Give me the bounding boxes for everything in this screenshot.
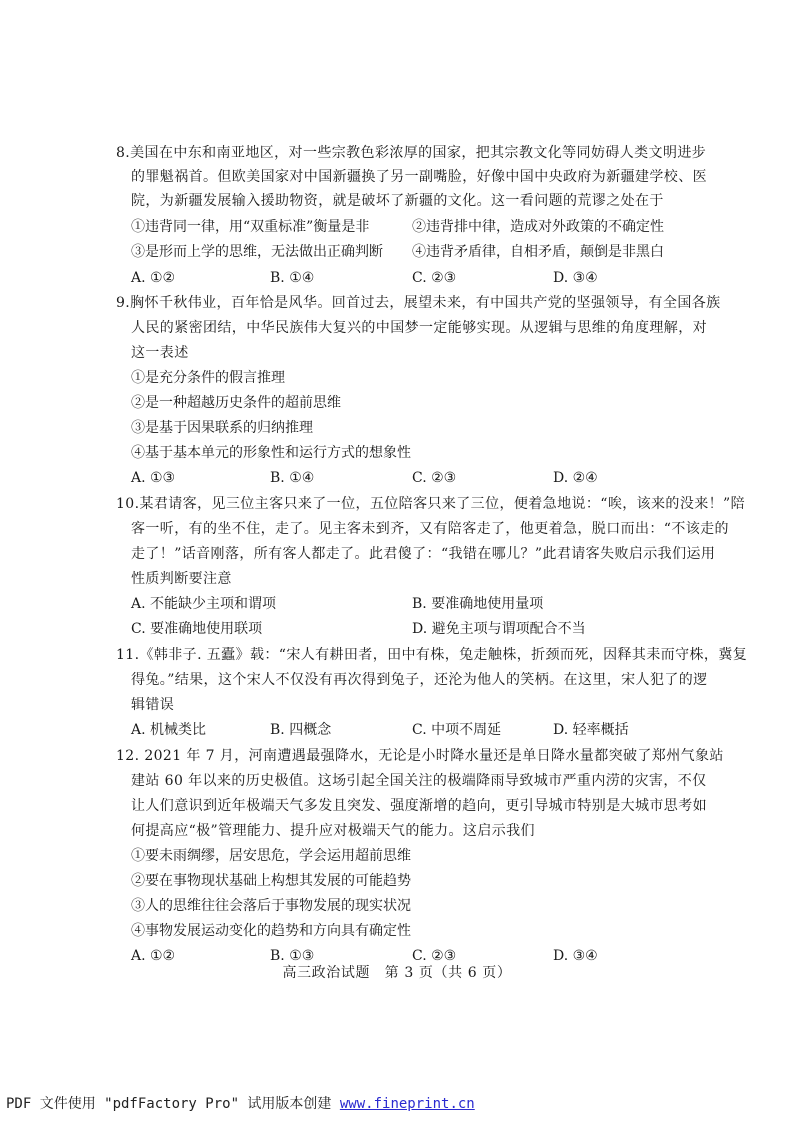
question-10-line-1: 10.某君请客，见三位主客只来了一位，五位陪客只来了三位，便着急地说：“唉，该来的没来！”陪 — [116, 496, 745, 512]
question-11-choice-c: C. 中项不周延 — [412, 722, 502, 738]
question-10-line-3: 走了！”话音刚落，所有客人都走了。此君傻了：“我错在哪儿？”此君请客失败启示我们运用 — [131, 546, 716, 562]
question-11-line-3: 辑错误 — [131, 697, 175, 713]
question-10-choice-b: B. 要准确地使用量项 — [412, 596, 544, 612]
question-11-choice-d: D. 轻率概括 — [553, 722, 629, 738]
question-12-line-3: 让人们意识到近年极端天气多发且突发、强度渐增的趋向，更引导城市特别是大城市思考如 — [131, 798, 707, 814]
question-11-line-2: 得兔。”结果，这个宋人不仅没有再次得到兔子，还沦为他人的笑柄。在这里，宋人犯了的逻 — [131, 672, 708, 688]
question-11-line-1: 11.《韩非子. 五蠹》载：“宋人有耕田者，田中有株，兔走触株，折颈而死，因释其耒而守株，冀复 — [116, 647, 748, 663]
question-12-choice-a: A. ①② — [131, 948, 176, 964]
question-12-item-1: ①要未雨绸缪，居安思危，学会运用超前思维 — [131, 848, 411, 864]
question-10-choice-a: A. 不能缺少主项和谓项 — [131, 596, 277, 612]
question-12-item-4: ④事物发展运动变化的趋势和方向具有确定性 — [131, 923, 411, 939]
question-12-choice-b: B. ①③ — [270, 948, 315, 964]
question-9-line-1: 9.胸怀千秋伟业，百年恰是风华。回首过去，展望未来，有中国共产党的坚强领导，有全国各族 — [116, 295, 721, 311]
pdf-note-text: PDF 文件使用 "pdfFactory Pro" 试用版本创建 — [6, 1096, 340, 1112]
question-9-line-2: 人民的紧密团结，中华民族伟大复兴的中国梦一定能够实现。从逻辑与思维的角度理解，对 — [131, 320, 707, 336]
question-9-choice-a: A. ①③ — [131, 470, 176, 486]
question-9-choice-b: B. ①④ — [270, 470, 315, 486]
question-8-item-3: ③是形而上学的思维，无法做出正确判断 — [131, 244, 383, 260]
question-9-item-2: ②是一种超越历史条件的超前思维 — [131, 395, 341, 411]
question-9-item-3: ③是基于因果联系的归纳推理 — [131, 420, 313, 436]
question-8-item-1: ①违背同一律，用“双重标准”衡量是非 — [131, 219, 370, 235]
question-9-item-1: ①是充分条件的假言推理 — [131, 370, 285, 386]
question-10-line-4: 性质判断要注意 — [131, 571, 232, 587]
page-footer: 高三政治试题 第 3 页（共 6 页） — [282, 965, 512, 981]
question-9-line-3: 这一表述 — [131, 345, 189, 361]
question-8-line-2: 的罪魁祸首。但欧美国家对中国新疆换了另一副嘴脸，好像中国中央政府为新疆建学校、医 — [131, 169, 707, 185]
question-12-choice-d: D. ③④ — [553, 948, 598, 964]
question-9-choice-c: C. ②③ — [412, 470, 457, 486]
question-8-choice-a: A. ①② — [131, 270, 176, 286]
question-12-line-4: 何提高应“极”管理能力、提升应对极端天气的能力。这启示我们 — [131, 823, 535, 839]
question-12-choice-c: C. ②③ — [412, 948, 457, 964]
question-8-choice-c: C. ②③ — [412, 270, 457, 286]
question-9-item-4: ④基于基本单元的形象性和运行方式的想象性 — [131, 445, 411, 461]
question-10-choice-c: C. 要准确地使用联项 — [131, 621, 263, 637]
question-12-item-2: ②要在事物现状基础上构想其发展的可能趋势 — [131, 873, 411, 889]
question-8-item-4: ④违背矛盾律，自相矛盾，颠倒是非黑白 — [412, 244, 664, 260]
question-10-choice-d: D. 避免主项与谓项配合不当 — [412, 621, 586, 637]
question-12-line-2: 建站 60 年以来的历史极值。这场引起全国关注的极端降雨导致城市严重内涝的灾害，不仅 — [131, 773, 707, 789]
question-8-choice-b: B. ①④ — [270, 270, 315, 286]
question-9-choice-d: D. ②④ — [553, 470, 598, 486]
pdf-creator-note — [6, 1094, 475, 1114]
fineprint-link[interactable]: www.fineprint.cn — [339, 1096, 475, 1112]
question-12-line-1: 12. 2021 年 7 月，河南遭遇最强降水，无论是小时降水量还是单日降水量都突破了郑州气象站 — [116, 748, 724, 764]
question-8-choice-d: D. ③④ — [553, 270, 598, 286]
question-8-line-1: 8.美国在中东和南亚地区，对一些宗教色彩浓厚的国家，把其宗教文化等同妨碍人类文明进步 — [116, 145, 707, 161]
question-11-choice-b: B. 四概念 — [270, 722, 332, 738]
question-8-item-2: ②违背排中律，造成对外政策的不确定性 — [412, 219, 664, 235]
question-8-line-3: 院，为新疆发展输入援助物资，就是破坏了新疆的文化。这一看问题的荒谬之处在于 — [131, 193, 664, 209]
question-10-line-2: 客一听，有的坐不住，走了。见主客未到齐，又有陪客走了，他更着急，脱口而出：“不该走的 — [131, 521, 729, 537]
question-11-choice-a: A. 机械类比 — [131, 722, 207, 738]
question-12-item-3: ③人的思维往往会落后于事物发展的现实状况 — [131, 898, 411, 914]
